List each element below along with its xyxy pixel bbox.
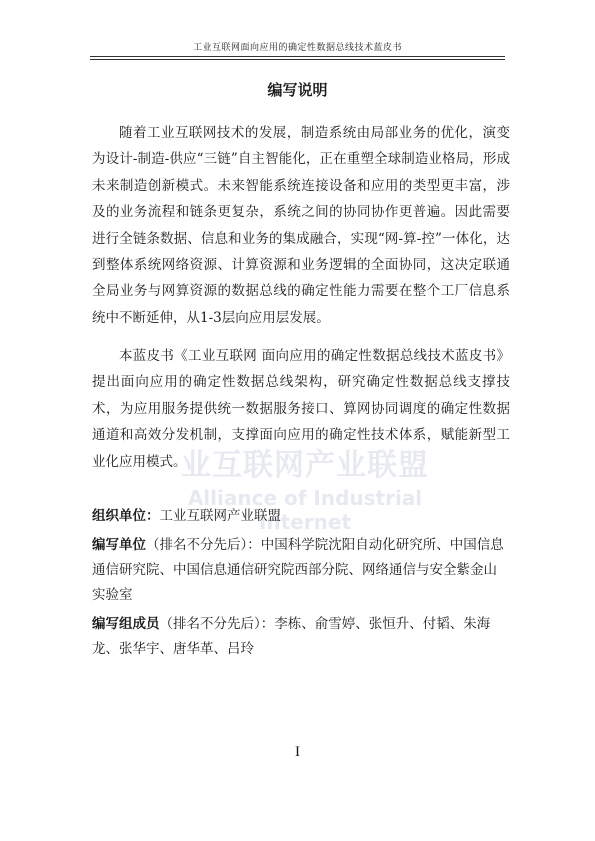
writing-units-row	[92, 533, 510, 608]
body-paragraph-1	[92, 120, 510, 331]
members-note: （排名不分先后）：	[159, 616, 275, 632]
watermark-english: Alliance of Industrial Internet	[187, 486, 423, 534]
organizer-value: 工业互联网产业联盟	[159, 508, 281, 524]
members-label: 编写组成员	[92, 616, 160, 632]
running-header: 工业互联网面向应用的确定性数据总线技术蓝皮书	[192, 43, 402, 53]
writing-units-note: （排名不分先后）：	[146, 537, 261, 553]
paragraph-text: 本蓝皮书《工业互联网 面向应用的确定性数据总线技术蓝皮书》提出面向应用的确定性数据总线架构，研究确定性数据总线支撑技术，为应用服务提供统一数据服务接口、算网协同调度的确定性数据通道和高效分发机制，支撑面向应用的确定性技术体系，赋能新型工业化应用模式。	[92, 348, 510, 470]
paragraph-text: 随着工业互联网技术的发展，制造系统由局部业务的优化，演变为设计-制造-供应“三链”自主智能化，正在重塑全球制造业格局，形成未来制造创新模式。未来智能系统连接设备和应用的类型更丰富，涉及的业务流程和链条更复杂，系统之间的协同协作更普遍。因此需要进行全链条数据、信息和业务的集成融合，实现“网-算-控”一体化，达到整体系统网络资源、计算资源和业务逻辑的全面协同，这决定联通全局业务与网算资源的数据总线的确定性能力需要在整个工厂信息系统中不断延伸，从1-3层向应用层发展。	[92, 125, 510, 326]
writing-units-value: 中国科学院沈阳自动化研究所、中国信息通信研究院、中国信息通信研究院西部分院、网络通信与安全紫金山实验室	[92, 537, 504, 603]
header-rule-bottom	[90, 59, 505, 60]
credits-section	[92, 504, 510, 666]
members-value: 李栋、俞雪婷、张恒升、付韬、朱海龙、张华宇、唐华革、吕玲	[92, 616, 491, 657]
page-title: 编写说明	[267, 81, 328, 99]
organizer-label: 组织单位：	[92, 508, 160, 524]
members-row	[92, 612, 510, 662]
page-number: I	[295, 744, 300, 760]
watermark-chinese: 业互联网产业联盟	[181, 448, 429, 483]
organizer-row	[92, 504, 510, 529]
body-paragraph-2	[92, 343, 510, 475]
writing-units-label: 编写单位	[92, 537, 146, 553]
header-rule-top	[90, 56, 505, 57]
